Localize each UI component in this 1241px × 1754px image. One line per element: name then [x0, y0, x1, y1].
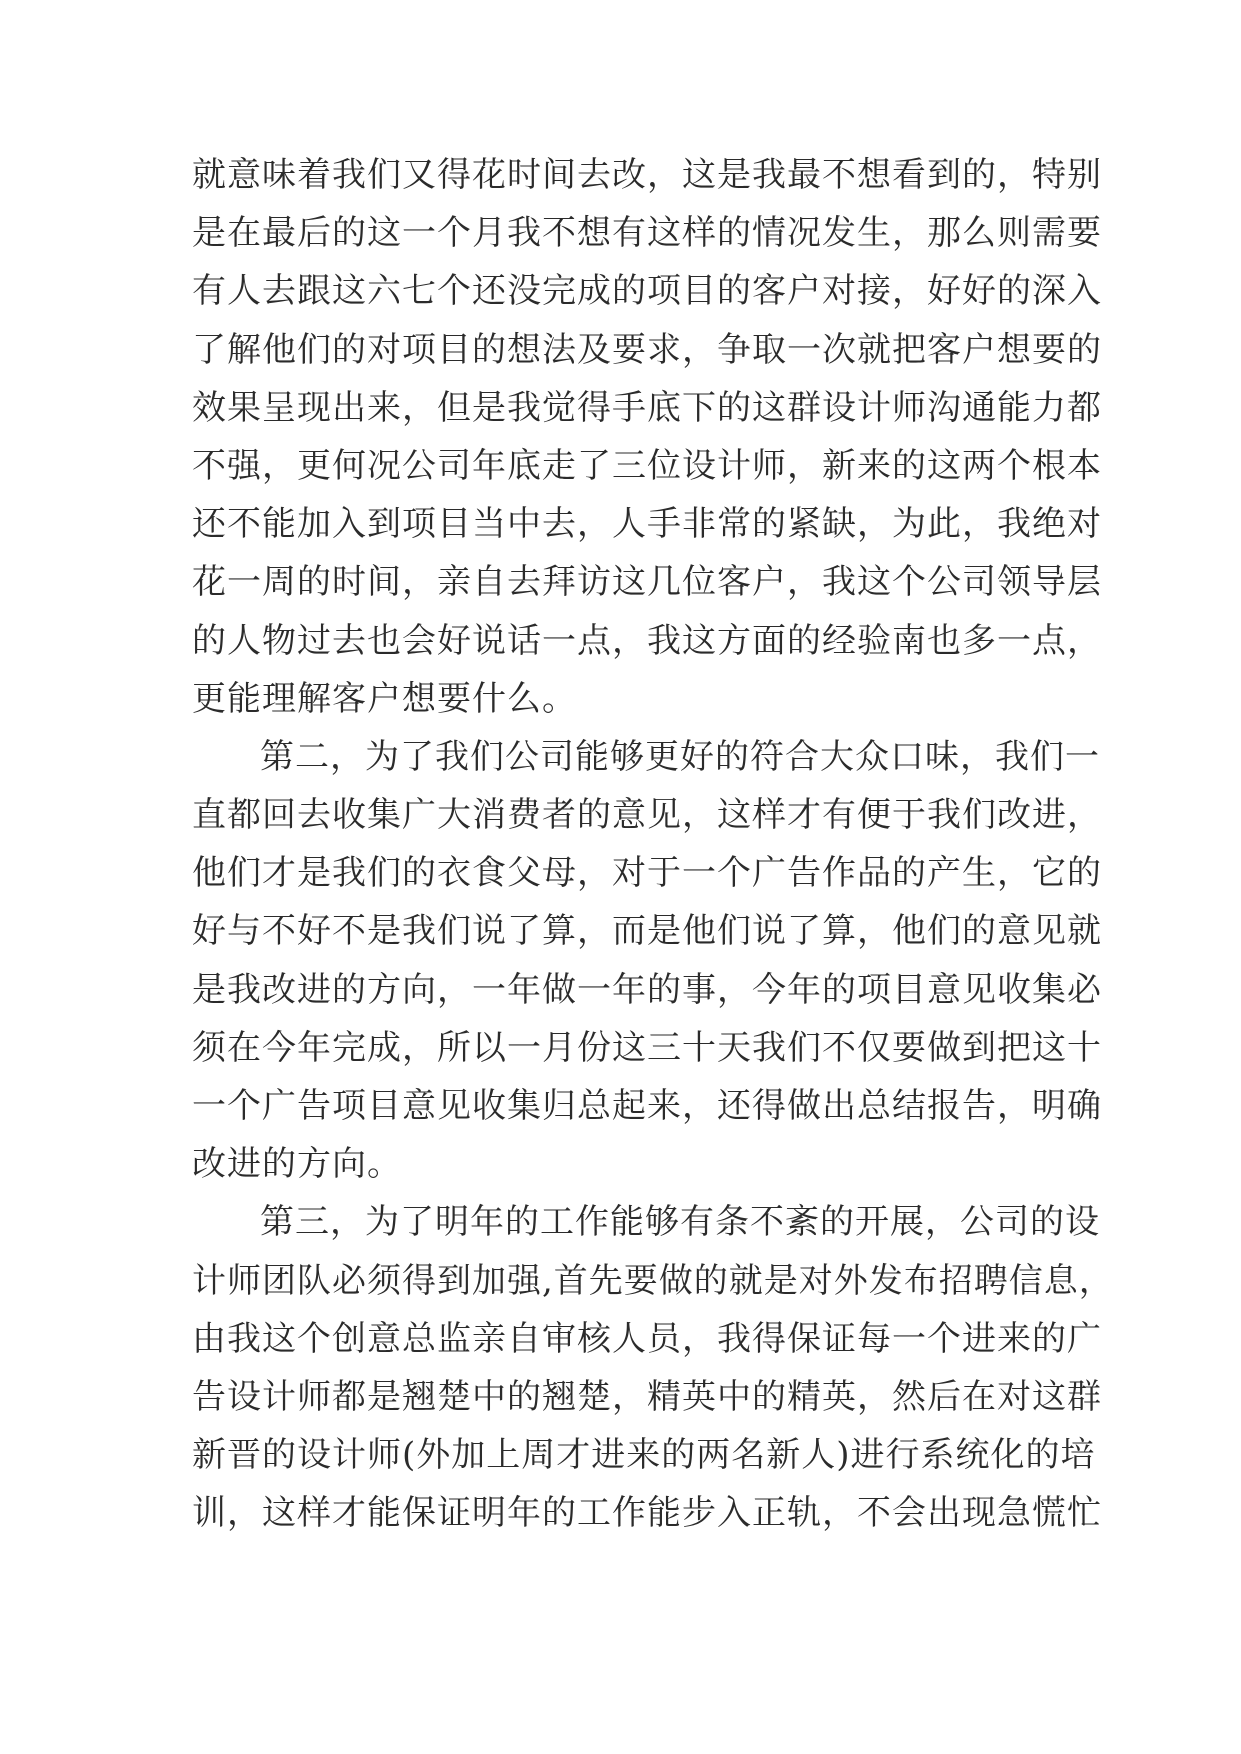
text-line: 须在今年完成，所以一月份这三十天我们不仅要做到把这十 [192, 1027, 1102, 1068]
text-line: 由我这个创意总监亲自审核人员，我得保证每一个进来的广 [192, 1318, 1102, 1359]
text-line: 更能理解客户想要什么。 [192, 678, 577, 719]
text-line: 训，这样才能保证明年的工作能步入正轨，不会出现急慌忙 [192, 1493, 1102, 1534]
text-line: 是在最后的这一个月我不想有这样的情况发生，那么则需要 [192, 213, 1102, 254]
body-text [192, 146, 1114, 1543]
text-line: 改进的方向。 [192, 1144, 402, 1185]
paragraph-start-line: 第二，为了我们公司能够更好的符合大众口味，我们一 [260, 736, 1100, 777]
text-line: 他们才是我们的衣食父母，对于一个广告作品的产生，它的 [192, 853, 1102, 894]
text-line: 花一周的时间，亲自去拜访这几位客户，我这个公司领导层 [192, 562, 1102, 603]
text-line: 一个广告项目意见收集归总起来，还得做出总结报告，明确 [192, 1086, 1102, 1126]
text-line: 告设计师都是翘楚中的翘楚，精英中的精英，然后在对这群 [192, 1376, 1102, 1417]
text-line: 好与不好不是我们说了算，而是他们说了算，他们的意见就 [192, 911, 1102, 952]
text-line: 有人去跟这六七个还没完成的项目的客户对接，好好的深入 [192, 271, 1102, 312]
text-line: 直都回去收集广大消费者的意见，这样才有便于我们改进， [192, 795, 1102, 836]
text-line: 就意味着我们又得花时间去改，这是我最不想看到的，特别 [192, 155, 1102, 195]
text-line: 是我改进的方向，一年做一年的事，今年的项目意见收集必 [192, 969, 1102, 1010]
text-line: 新晋的设计师(外加上周才进来的两名新人)进行系统化的培 [192, 1435, 1096, 1476]
text-line: 计师团队必须得到加强,首先要做的就是对外发布招聘信息， [192, 1260, 1114, 1301]
text-line: 效果呈现出来，但是我觉得手底下的这群设计师沟通能力都 [192, 387, 1102, 428]
text-line: 的人物过去也会好说话一点，我这方面的经验南也多一点， [192, 620, 1102, 661]
text-line: 不强，更何况公司年底走了三位设计师，新来的这两个根本 [192, 445, 1102, 486]
paragraph-start-line: 第三，为了明年的工作能够有条不紊的开展，公司的设 [260, 1202, 1100, 1243]
text-line: 了解他们的对项目的想法及要求，争取一次就把客户想要的 [192, 329, 1102, 370]
text-line: 还不能加入到项目当中去，人手非常的紧缺，为此，我绝对 [192, 504, 1102, 545]
